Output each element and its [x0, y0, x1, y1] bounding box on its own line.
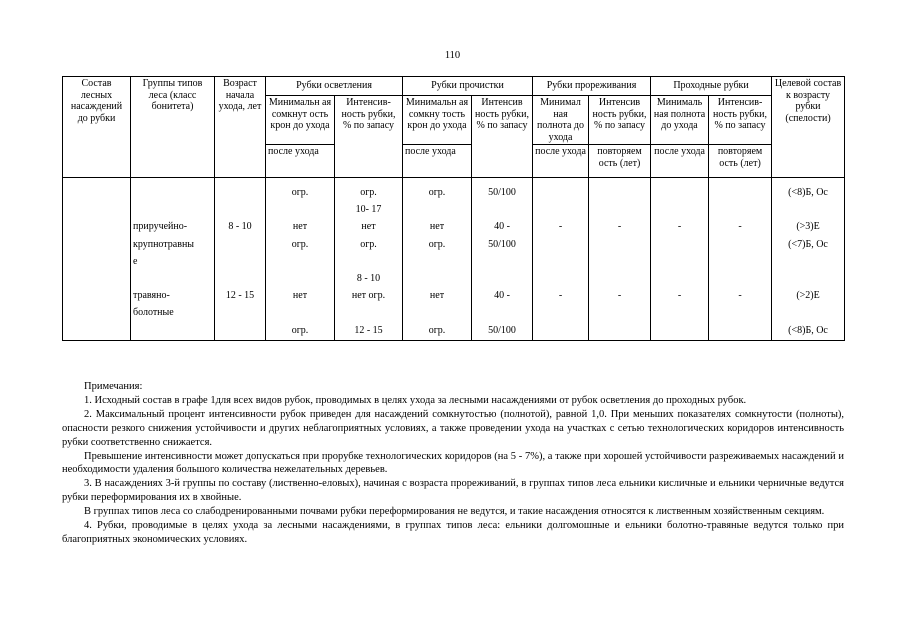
table-cell	[472, 202, 533, 219]
header-cleaning-min: Минимальн ая сомкну тость крон до ухода	[403, 96, 472, 145]
header-forest-groups: Группы типов леса (класс бонитета)	[131, 77, 215, 178]
header-target: Целевой состав к возрасту рубки (спелости)	[772, 77, 845, 178]
table-cell	[589, 254, 651, 271]
table-cell	[215, 237, 266, 254]
note-paragraph: 3. В насаждениях 3-й группы по составу (лиственно-еловых), начиная с возраста прореживаний, в группах типов леса ельники кисличные и ельники черничные ведутся рубки переформирования их в хвойные.	[62, 478, 844, 504]
table-row	[63, 237, 845, 254]
table-cell: 50/100	[472, 323, 533, 341]
table-cell: -	[709, 219, 772, 236]
table-cell	[63, 185, 131, 202]
table-cell	[403, 305, 472, 322]
table-cell: (>2)Е	[772, 288, 845, 305]
table-cell: -	[589, 288, 651, 305]
table-cell	[589, 202, 651, 219]
header-composition: Состав лесных насаждений до рубки	[63, 77, 131, 178]
table-cell	[709, 185, 772, 202]
header-age: Возраст начала ухода, лет	[215, 77, 266, 178]
table-cell	[266, 202, 335, 219]
table-cell: нет	[403, 288, 472, 305]
notes-section	[62, 380, 844, 547]
table-cell	[63, 237, 131, 254]
table-cell	[709, 254, 772, 271]
table-cell	[651, 254, 709, 271]
table-cell	[651, 237, 709, 254]
table-cell	[651, 185, 709, 202]
table-cell	[533, 185, 589, 202]
header-thinning-after: после ухода	[533, 145, 589, 178]
table-cell	[772, 202, 845, 219]
header-clearing-min: Минимальн ая сомкнут ость крон до ухода	[266, 96, 335, 145]
table-cell: огр.	[403, 323, 472, 341]
table-cell: 12 - 15	[335, 323, 403, 341]
table-cell: -	[533, 288, 589, 305]
header-cleaning-after: после ухода	[403, 145, 472, 178]
table-cell	[651, 305, 709, 322]
table-cell: -	[709, 288, 772, 305]
table-cell	[63, 219, 131, 236]
table-cell	[533, 254, 589, 271]
table-cell: нет огр.	[335, 288, 403, 305]
table-cell	[651, 202, 709, 219]
header-passing: Проходные рубки	[651, 77, 772, 96]
table-cell: -	[651, 219, 709, 236]
table-cell	[709, 202, 772, 219]
table-cell	[215, 323, 266, 341]
table-cell: болотные	[131, 305, 215, 322]
table-cell	[533, 237, 589, 254]
table-cell	[533, 323, 589, 341]
table-cell: 12 - 15	[215, 288, 266, 305]
header-passing-after: после ухода	[651, 145, 709, 178]
header-cleaning: Рубки прочистки	[403, 77, 533, 96]
table-cell	[533, 271, 589, 288]
header-clearing-after: после ухода	[266, 145, 335, 178]
table-cell: огр.	[266, 323, 335, 341]
table-cell: (<8)Б, Ос	[772, 323, 845, 341]
table-cell	[589, 271, 651, 288]
table-cell	[63, 202, 131, 219]
header-passing-int: Интенсив- ность рубки, % по запасу	[709, 96, 772, 145]
table-cell	[335, 305, 403, 322]
table-cell	[472, 254, 533, 271]
table-cell	[589, 323, 651, 341]
header-thinning-repeat: повторяем ость (лет)	[589, 145, 651, 178]
table-cell	[403, 202, 472, 219]
table-cell	[131, 185, 215, 202]
table-cell	[131, 323, 215, 341]
header-thinning: Рубки прореживания	[533, 77, 651, 96]
table-cell: 8 - 10	[215, 219, 266, 236]
header-thinning-int: Интенсив ность рубки, % по запасу	[589, 96, 651, 145]
table-cell	[403, 254, 472, 271]
table-row	[63, 185, 845, 202]
table-cell	[63, 305, 131, 322]
table-cell	[533, 305, 589, 322]
note-paragraph: 2. Максимальный процент интенсивности рубок приведен для насаждений сомкнутостью (полнотой), равной 1,0. При меньших показателях сомкнутости (полноты), опасности резкого снижения устойчивости и других неблагоприятных условиях, а также проведении ухода на участках с сетью технологических коридоров интенсивность рубки соответственно снижается.	[62, 408, 844, 448]
table-cell: 10- 17	[335, 202, 403, 219]
table-cell	[403, 271, 472, 288]
table-cell	[131, 202, 215, 219]
table-cell	[651, 271, 709, 288]
table-row	[63, 219, 845, 236]
table-cell: нет	[403, 219, 472, 236]
table-cell	[772, 305, 845, 322]
table-cell: (<7)Б, Ос	[772, 237, 845, 254]
table-cell	[709, 305, 772, 322]
table-cell	[63, 271, 131, 288]
note-paragraph: 1. Исходный состав в графе 1для всех видов рубок, проводимых в целях ухода за лесными насаждениями от рубок осветления до проходных рубок.	[84, 394, 747, 406]
table-cell	[63, 254, 131, 271]
table-cell	[709, 323, 772, 341]
table-cell: огр.	[266, 185, 335, 202]
table-cell: огр.	[266, 237, 335, 254]
table-cell	[651, 323, 709, 341]
table-cell	[215, 202, 266, 219]
table-row	[63, 323, 845, 341]
notes-title: Примечания:	[84, 381, 143, 392]
table-cell	[589, 305, 651, 322]
table-cell	[215, 305, 266, 322]
table-cell: травяно-	[131, 288, 215, 305]
header-passing-repeat: повторяем ость (лет)	[709, 145, 772, 178]
table-cell	[589, 185, 651, 202]
table-cell: -	[651, 288, 709, 305]
table-cell: 50/100	[472, 237, 533, 254]
table-cell: -	[533, 219, 589, 236]
table-cell	[266, 305, 335, 322]
table-cell: нет	[335, 219, 403, 236]
table-cell: 40 -	[472, 219, 533, 236]
table-cell	[709, 237, 772, 254]
forest-care-table	[62, 76, 845, 341]
table-cell	[533, 202, 589, 219]
table-row	[63, 254, 845, 271]
note-paragraph: 4. Рубки, проводимые в целях ухода за лесными насаждениями, в группах типов леса: ельники долгомошные и ельники болотно-травяные ведутся только при благоприятных экономических условиях.	[62, 520, 844, 545]
table-cell: огр.	[335, 185, 403, 202]
header-clearing-int: Интенсив- ность рубки, % по запасу	[335, 96, 403, 178]
table-cell	[215, 271, 266, 288]
table-cell: е	[131, 254, 215, 271]
table-cell: крупнотравны	[131, 237, 215, 254]
table-cell	[589, 237, 651, 254]
note-paragraph: В группах типов леса со слабодренированными почвами рубки переформирования не ведутся, и такие насаждения относятся к лиственным хозяйственным секциям.	[84, 506, 825, 518]
table-cell	[472, 271, 533, 288]
header-cleaning-int: Интенсив ность рубки, % по запасу	[472, 96, 533, 178]
table-cell	[709, 271, 772, 288]
table-cell	[266, 254, 335, 271]
table-cell	[472, 305, 533, 322]
table-cell	[63, 288, 131, 305]
note-paragraph: Превышение интенсивности может допускаться при прорубке технологических коридоров (на 5 - 7%), а также при хорошей устойчивости разреживаемых насаждений и необходимости удаления большого количества нежелательных деревьев.	[62, 450, 844, 476]
table-row	[63, 305, 845, 322]
table-row	[63, 288, 845, 305]
table-cell: (<8)Б, Ос	[772, 185, 845, 202]
table-cell	[335, 254, 403, 271]
table-cell: 40 -	[472, 288, 533, 305]
header-thinning-min: Минимал ная полнота до ухода	[533, 96, 589, 145]
table-cell	[63, 323, 131, 341]
page-number: 110	[444, 50, 461, 61]
table-cell	[772, 254, 845, 271]
table-cell: -	[589, 219, 651, 236]
table-cell	[131, 271, 215, 288]
table-cell: (>3)Е	[772, 219, 845, 236]
table-row	[63, 202, 845, 219]
table-cell	[215, 185, 266, 202]
table-cell: нет	[266, 288, 335, 305]
table-cell: огр.	[403, 237, 472, 254]
header-clearing: Рубки осветления	[266, 77, 403, 96]
table-cell: огр.	[335, 237, 403, 254]
header-passing-min: Минималь ная полнота до ухода	[651, 96, 709, 145]
table-cell: огр.	[403, 185, 472, 202]
table-cell	[772, 271, 845, 288]
table-cell	[266, 271, 335, 288]
table-cell: 8 - 10	[335, 271, 403, 288]
table-cell	[215, 254, 266, 271]
table-cell: приручейно-	[131, 219, 215, 236]
table-cell: 50/100	[472, 185, 533, 202]
table-cell: нет	[266, 219, 335, 236]
table-row	[63, 271, 845, 288]
